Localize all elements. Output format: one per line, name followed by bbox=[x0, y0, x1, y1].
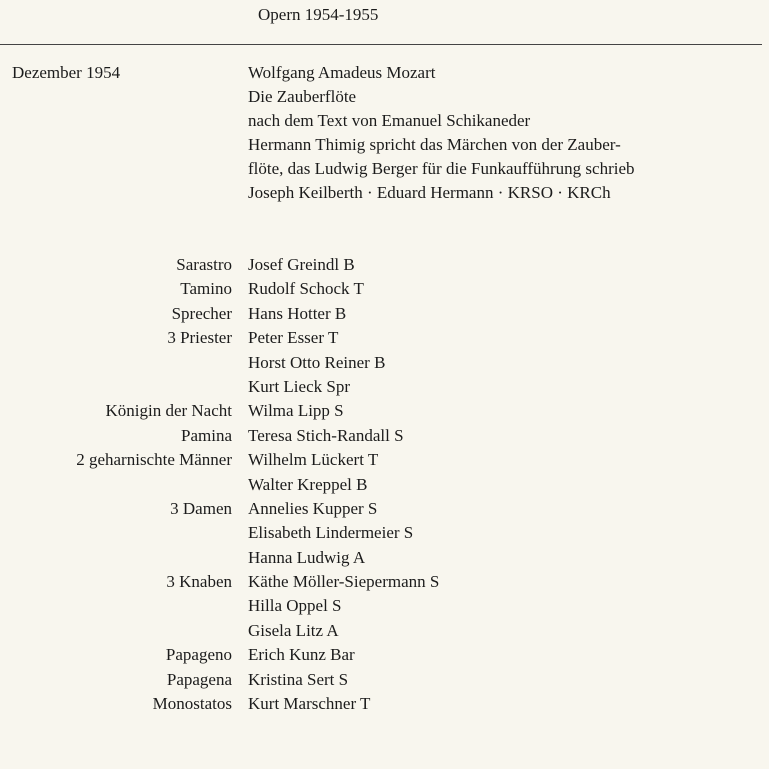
narration-note-cont: flöte, das Ludwig Berger für die Funkaufführung schrieb bbox=[248, 159, 635, 178]
cast-performer: Peter Esser T bbox=[248, 328, 339, 348]
cast-performer: Horst Otto Reiner B bbox=[248, 352, 386, 372]
cast-role bbox=[0, 595, 232, 619]
cast-row bbox=[0, 595, 769, 619]
cast-performer: Elisabeth Lindermeier S bbox=[248, 523, 414, 543]
cast-role: Sprecher bbox=[171, 303, 232, 323]
cast-role bbox=[0, 376, 232, 400]
cast-role: 3 Knaben bbox=[166, 572, 232, 592]
cast-row bbox=[0, 547, 769, 571]
cast-performer: Erich Kunz Bar bbox=[248, 645, 355, 665]
cast-row bbox=[0, 352, 769, 376]
cast-performer: Teresa Stich-Randall S bbox=[248, 425, 404, 445]
cast-row bbox=[0, 571, 769, 595]
cast-performer: Hanna Ludwig A bbox=[248, 547, 366, 567]
cast-role bbox=[0, 474, 232, 498]
cast-row bbox=[0, 498, 769, 522]
cast-performer: Kurt Marschner T bbox=[248, 694, 371, 714]
cast-row bbox=[0, 425, 769, 449]
cast-role: Pamina bbox=[181, 425, 232, 445]
performance-date: Dezember 1954 bbox=[12, 63, 121, 82]
cast-row bbox=[0, 644, 769, 668]
cast-performer: Rudolf Schock T bbox=[248, 279, 364, 299]
cast-row bbox=[0, 522, 769, 546]
cast-row bbox=[0, 620, 769, 644]
cast-role bbox=[0, 352, 232, 376]
cast-performer: Wilma Lipp S bbox=[248, 401, 344, 421]
cast-performer: Kurt Lieck Spr bbox=[248, 376, 350, 396]
cast-performer: Käthe Möller-Siepermann S bbox=[248, 572, 440, 592]
cast-role bbox=[0, 620, 232, 644]
cast-role: 3 Priester bbox=[167, 328, 232, 348]
cast-role: Papagena bbox=[166, 669, 232, 689]
cast-role bbox=[0, 547, 232, 571]
cast-row bbox=[0, 669, 769, 693]
conductors-ensembles: Joseph Keilberth · Eduard Hermann · KRSO · KRCh bbox=[248, 183, 611, 202]
cast-row bbox=[0, 303, 769, 327]
composer: Wolfgang Amadeus Mozart bbox=[248, 63, 436, 82]
cast-row bbox=[0, 376, 769, 400]
running-head: Opern 1954-1955 bbox=[258, 5, 379, 24]
cast-role: 2 geharnischte Männer bbox=[76, 450, 232, 470]
cast-role bbox=[0, 522, 232, 546]
cast-role: Königin der Nacht bbox=[105, 401, 232, 421]
cast-row bbox=[0, 327, 769, 351]
cast-performer: Wilhelm Lückert T bbox=[248, 450, 379, 470]
cast-row bbox=[0, 449, 769, 473]
cast-performer: Kristina Sert S bbox=[248, 669, 349, 689]
cast-row bbox=[0, 693, 769, 717]
cast-performer: Hans Hotter B bbox=[248, 303, 347, 323]
narration-note: Hermann Thimig spricht das Märchen von der Zauber- bbox=[248, 135, 621, 154]
production-info bbox=[248, 62, 763, 206]
cast-performer: Walter Kreppel B bbox=[248, 474, 368, 494]
cast-row bbox=[0, 474, 769, 498]
cast-role: 3 Damen bbox=[170, 498, 232, 518]
libretto-note: nach dem Text von Emanuel Schikaneder bbox=[248, 111, 531, 130]
cast-performer: Hilla Oppel S bbox=[248, 596, 342, 616]
cast-performer: Josef Greindl B bbox=[248, 255, 355, 274]
cast-performer: Gisela Litz A bbox=[248, 620, 339, 640]
opera-title: Die Zauberflöte bbox=[248, 87, 357, 106]
header-rule bbox=[0, 44, 762, 45]
cast-role: Tamino bbox=[180, 279, 232, 299]
cast-list bbox=[0, 254, 769, 717]
cast-row bbox=[0, 278, 769, 302]
cast-role: Papageno bbox=[165, 645, 232, 665]
cast-role: Sarastro bbox=[176, 255, 232, 274]
cast-performer: Annelies Kupper S bbox=[248, 498, 378, 518]
cast-role: Monostatos bbox=[152, 694, 232, 714]
cast-row bbox=[0, 254, 769, 278]
cast-row bbox=[0, 400, 769, 424]
